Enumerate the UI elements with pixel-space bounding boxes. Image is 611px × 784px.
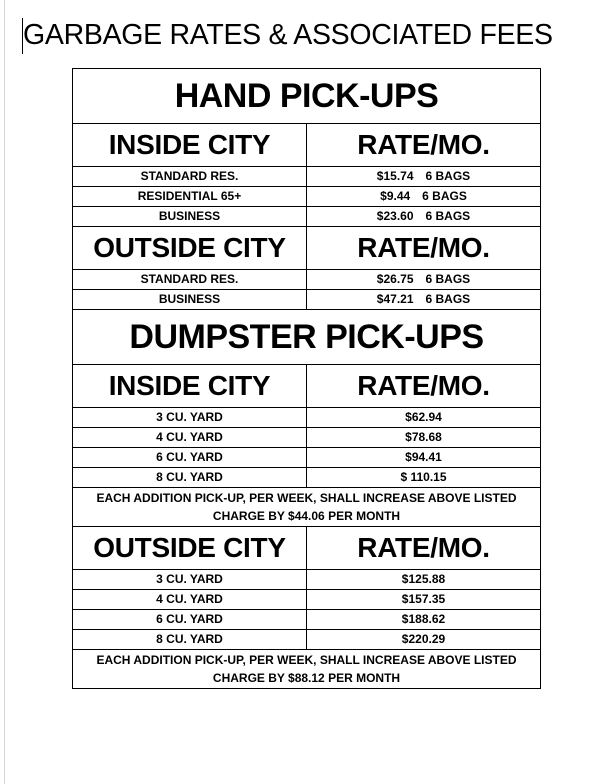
inside-city-label: INSIDE CITY bbox=[73, 124, 307, 167]
hand-pickups-heading: HAND PICK-UPS bbox=[73, 69, 541, 124]
service-type-cell: STANDARD RES. bbox=[73, 167, 307, 187]
column-header-row bbox=[73, 227, 541, 270]
additional-pickup-note bbox=[73, 488, 541, 527]
note-line: EACH ADDITION PICK-UP, PER WEEK, SHALL INCREASE ABOVE LISTED bbox=[96, 491, 517, 505]
note-row bbox=[73, 650, 541, 689]
rate-cell bbox=[307, 270, 541, 290]
rate-cell: $78.68 bbox=[307, 428, 541, 448]
service-type-cell: 8 CU. YARD bbox=[73, 468, 307, 488]
bag-limit: 6 BAGS bbox=[425, 209, 471, 223]
document-title: GARBAGE RATES & ASSOCIATED FEES bbox=[23, 19, 553, 51]
rates-table bbox=[72, 68, 541, 689]
price: $15.74 bbox=[376, 169, 414, 183]
service-type-cell: 6 CU. YARD bbox=[73, 610, 307, 630]
rate-cell: $157.35 bbox=[307, 590, 541, 610]
rate-cell bbox=[307, 187, 541, 207]
table-row bbox=[73, 610, 541, 630]
price: $47.21 bbox=[376, 292, 414, 306]
column-header-row bbox=[73, 365, 541, 408]
rate-cell: $94.41 bbox=[307, 448, 541, 468]
price: $9.44 bbox=[380, 189, 411, 203]
service-type-cell: 8 CU. YARD bbox=[73, 630, 307, 650]
service-type-cell: STANDARD RES. bbox=[73, 270, 307, 290]
price: $23.60 bbox=[376, 209, 414, 223]
bag-limit: 6 BAGS bbox=[425, 272, 471, 286]
rate-cell: $62.94 bbox=[307, 408, 541, 428]
inside-city-label: INSIDE CITY bbox=[73, 365, 307, 408]
outside-city-label: OUTSIDE CITY bbox=[73, 527, 307, 570]
bag-limit: 6 BAGS bbox=[425, 292, 471, 306]
table-row bbox=[73, 448, 541, 468]
column-header-row bbox=[73, 124, 541, 167]
rate-cell: $125.88 bbox=[307, 570, 541, 590]
table-row bbox=[73, 187, 541, 207]
service-type-cell: 3 CU. YARD bbox=[73, 570, 307, 590]
dumpster-pickups-heading: DUMPSTER PICK-UPS bbox=[73, 310, 541, 365]
note-line: CHARGE BY $88.12 PER MONTH bbox=[212, 671, 401, 685]
service-type-cell: RESIDENTIAL 65+ bbox=[73, 187, 307, 207]
table-row bbox=[73, 270, 541, 290]
rate-cell: $188.62 bbox=[307, 610, 541, 630]
service-type-cell: 4 CU. YARD bbox=[73, 428, 307, 448]
bag-limit: 6 BAGS bbox=[422, 189, 467, 203]
rate-cell bbox=[307, 290, 541, 310]
service-type-cell: 3 CU. YARD bbox=[73, 408, 307, 428]
rate-cell bbox=[307, 167, 541, 187]
service-type-cell: BUSINESS bbox=[73, 207, 307, 227]
rate-cell: $ 110.15 bbox=[307, 468, 541, 488]
section-heading-row bbox=[73, 310, 541, 365]
note-row bbox=[73, 488, 541, 527]
service-type-cell: 4 CU. YARD bbox=[73, 590, 307, 610]
additional-pickup-note bbox=[73, 650, 541, 689]
table-row bbox=[73, 590, 541, 610]
outside-city-label: OUTSIDE CITY bbox=[73, 227, 307, 270]
rate-per-month-label: RATE/MO. bbox=[307, 365, 541, 408]
rate-per-month-label: RATE/MO. bbox=[307, 227, 541, 270]
table-row bbox=[73, 468, 541, 488]
column-header-row bbox=[73, 527, 541, 570]
rate-cell bbox=[307, 207, 541, 227]
service-type-cell: 6 CU. YARD bbox=[73, 448, 307, 468]
table-row bbox=[73, 408, 541, 428]
rate-cell: $220.29 bbox=[307, 630, 541, 650]
table-row bbox=[73, 167, 541, 187]
note-line: CHARGE BY $44.06 PER MONTH bbox=[212, 509, 401, 523]
service-type-cell: BUSINESS bbox=[73, 290, 307, 310]
section-heading-row bbox=[73, 69, 541, 124]
note-line: EACH ADDITION PICK-UP, PER WEEK, SHALL INCREASE ABOVE LISTED bbox=[96, 653, 517, 667]
table-row bbox=[73, 290, 541, 310]
table-row bbox=[73, 630, 541, 650]
rate-per-month-label: RATE/MO. bbox=[307, 527, 541, 570]
bag-limit: 6 BAGS bbox=[425, 169, 471, 183]
table-row bbox=[73, 207, 541, 227]
price: $26.75 bbox=[376, 272, 414, 286]
page-left-edge bbox=[4, 0, 5, 784]
table-row bbox=[73, 428, 541, 448]
rate-per-month-label: RATE/MO. bbox=[307, 124, 541, 167]
table-row bbox=[73, 570, 541, 590]
